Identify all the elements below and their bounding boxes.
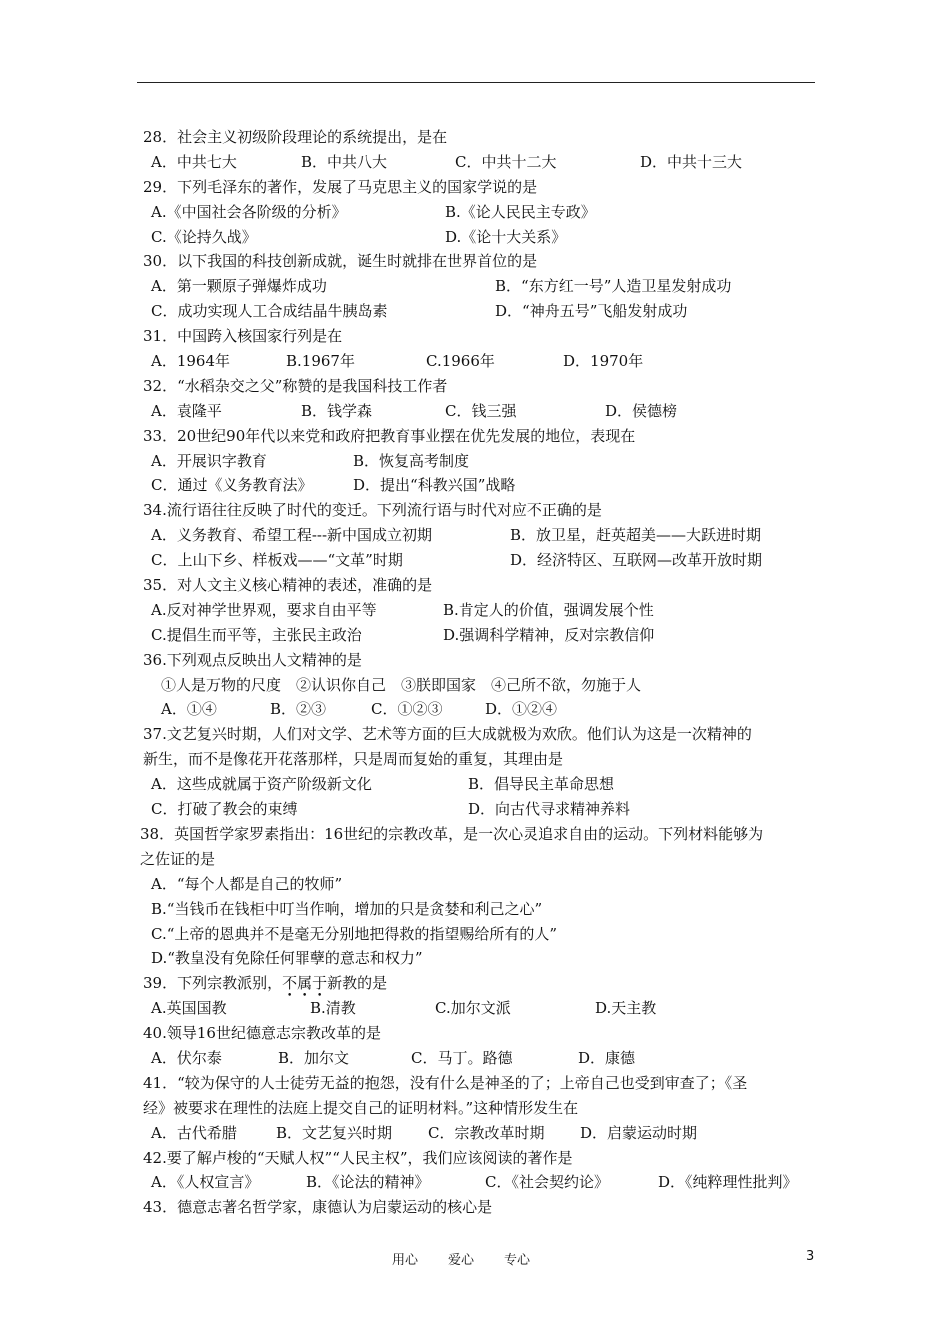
- question-32-options: [143, 399, 818, 424]
- question-38-stem-line2: 之佐证的是: [140, 849, 216, 868]
- question-29-stem: 29．下列毛泽东的著作，发展了马克思主义的国家学说的是: [143, 177, 538, 196]
- page-number: 3: [806, 1249, 815, 1264]
- option-a: A．袁隆平: [151, 401, 222, 420]
- question-36-stem: 36.下列观点反映出人文精神的是: [143, 650, 362, 669]
- question-38-option-d: D.“教皇没有免除任何罪孽的意志和权力”: [151, 949, 423, 968]
- question-30-options-row1: [143, 274, 818, 299]
- question-34-options-row1: [143, 523, 818, 548]
- option-c: C．宗教改革时期: [428, 1123, 545, 1142]
- option-c: C．马丁。路德: [411, 1048, 513, 1067]
- option-d: D．经济特区、互联网—改革开放时期: [510, 551, 763, 570]
- option-d: D.强调科学精神，反对宗教信仰: [443, 625, 655, 644]
- option-b: B．恢复高考制度: [353, 451, 470, 470]
- question-29-options-row1: [143, 200, 818, 225]
- option-c: C．打破了教会的束缚: [151, 800, 298, 819]
- question-38-stem-line1: 38．英国哲学家罗素指出：16世纪的宗教改革，是一次心灵追求自由的运动。下列材料能够为: [140, 824, 764, 843]
- footer-motto: [392, 1249, 560, 1268]
- option-b: B．放卫星，赶英超美——大跃进时期: [510, 526, 762, 545]
- option-c: C．①②③: [371, 700, 443, 719]
- option-d: D．向古代寻求精神养料: [468, 800, 631, 819]
- question-29-options-row2: [143, 225, 818, 250]
- question-38-option-b: B.“当钱币在钱柜中叮当作响，增加的只是贪婪和利己之心”: [151, 899, 543, 918]
- option-a: A．1964年: [151, 352, 231, 371]
- option-a: A．古代希腊: [151, 1123, 237, 1142]
- question-30-options-row2: [143, 299, 818, 324]
- question-40-options: [143, 1046, 818, 1071]
- question-37-options-row2: [143, 797, 818, 822]
- question-43-stem: 43．德意志著名哲学家，康德认为启蒙运动的核心是: [143, 1198, 493, 1217]
- footer-motto-1: 用心: [392, 1253, 419, 1268]
- footer-motto-3: 专心: [504, 1253, 531, 1268]
- question-33-stem: 33．20世纪90年代以来党和政府把教育事业摆在优先发展的地位，表现在: [143, 426, 636, 445]
- emphasis-char: 不: [282, 974, 298, 993]
- option-c: C．上山下乡、样板戏——“文革”时期: [151, 551, 403, 570]
- question-42-options: [143, 1170, 818, 1195]
- option-a: A．这些成就属于资产阶级新文化: [151, 775, 372, 794]
- question-38-option-a: A．“每个人都是自己的牧师”: [151, 874, 343, 893]
- option-c: C．钱三强: [445, 401, 517, 420]
- option-d: D.天主教: [595, 999, 657, 1018]
- option-a: A．伏尔泰: [151, 1048, 222, 1067]
- option-a: A．义务教育、希望工程---新中国成立初期: [151, 526, 433, 545]
- question-33-options-row1: [143, 449, 818, 474]
- question-31-stem: 31．中国跨入核国家行列是在: [143, 327, 343, 346]
- question-36-options: [143, 697, 818, 722]
- question-41-stem-line1: 41．“较为保守的人士徒劳无益的抱怨，没有什么是神圣的了；上帝自己也受到审查了；《圣: [143, 1073, 748, 1092]
- option-c: C.提倡生而平等，主张民主政治: [151, 625, 362, 644]
- option-a: A．开展识字教育: [151, 451, 267, 470]
- header-rule: [137, 82, 815, 83]
- option-d: D．提出“科教兴国”战略: [353, 476, 516, 495]
- option-d: D．康德: [578, 1048, 636, 1067]
- question-35-options-row2: [143, 623, 818, 648]
- question-28-stem: 28．社会主义初级阶段理论的系统提出，是在: [143, 128, 448, 146]
- question-36-items: ①人是万物的尺度 ②认识你自己 ③朕即国家 ④己所不欲，勿施于人: [161, 675, 642, 694]
- question-41-options: [143, 1121, 818, 1146]
- option-a: A．第一颗原子弹爆炸成功: [151, 277, 327, 296]
- option-a: A.《中国社会各阶级的分析》: [151, 202, 347, 221]
- option-d: D．《纯粹理性批判》: [658, 1173, 798, 1192]
- option-b: B．中共八大: [301, 152, 388, 171]
- question-40-stem: 40.领导16世纪德意志宗教改革的是: [143, 1024, 381, 1043]
- question-32-stem: 32．“水稻杂交之父”称赞的是我国科技工作者: [143, 376, 448, 395]
- option-d: D．中共十三大: [640, 152, 743, 171]
- question-33-options-row2: [143, 473, 818, 498]
- question-31-options: [143, 349, 818, 374]
- question-34-stem: 34.流行语往往反映了时代的变迁。下列流行语与时代对应不正确的是: [143, 501, 602, 520]
- option-d: D．1970年: [563, 352, 644, 371]
- option-a: A.反对神学世界观，要求自由平等: [151, 600, 377, 619]
- question-39-stem: [143, 971, 818, 996]
- option-d: D．“神舟五号”飞船发射成功: [495, 302, 688, 321]
- option-b: B．钱学森: [301, 401, 373, 420]
- question-41-stem-line2: 经》被要求在理性的法庭上提交自己的证明材料。”这种情形发生在: [143, 1098, 579, 1117]
- question-39-stem-pre: 39．下列宗教派别，: [143, 974, 283, 993]
- option-d: D．启蒙运动时期: [580, 1123, 698, 1142]
- option-d: D.《论十大关系》: [445, 227, 567, 246]
- option-b: B.1967年: [286, 352, 355, 371]
- option-b: B.《论人民民主专政》: [445, 202, 596, 221]
- footer-motto-2: 爱心: [448, 1253, 475, 1268]
- question-37-stem-line1: 37.文艺复兴时期，人们对文学、艺术等方面的巨大成就极为欢欣。他们认为这是一次精神的: [143, 725, 752, 744]
- option-c: C．通过《义务教育法》: [151, 476, 313, 495]
- option-c: C.1966年: [426, 352, 495, 371]
- option-a: A.英国国教: [151, 999, 227, 1018]
- question-42-stem: 42.要了解卢梭的“天赋人权”“人民主权”，我们应该阅读的著作是: [143, 1148, 573, 1167]
- question-37-options-row1: [143, 772, 818, 797]
- option-a: A．①④: [161, 700, 217, 719]
- question-34-options-row2: [143, 548, 818, 573]
- option-b: B．文艺复兴时期: [276, 1123, 393, 1142]
- option-b: B．倡导民主革命思想: [468, 775, 615, 794]
- option-c: C．《社会契约论》: [485, 1173, 609, 1192]
- option-c: C．成功实现人工合成结晶牛胰岛素: [151, 302, 388, 321]
- question-35-stem: 35．对人文主义核心精神的表述，准确的是: [143, 576, 433, 595]
- option-a: A．《人权宣言》: [151, 1173, 260, 1192]
- question-35-options-row1: [143, 598, 818, 623]
- option-b: B．“东方红一号”人造卫星发射成功: [495, 277, 732, 296]
- question-30-stem: 30．以下我国的科技创新成就，诞生时就排在世界首位的是: [143, 252, 538, 271]
- option-d: D．侯德榜: [605, 401, 678, 420]
- option-b: B.肯定人的价值，强调发展个性: [443, 600, 654, 619]
- question-39-options: [143, 996, 818, 1021]
- question-39-stem-post: 新教的是: [327, 974, 388, 993]
- option-d: D．①②④: [485, 700, 558, 719]
- question-28-options: [143, 150, 818, 175]
- option-c: C.《论持久战》: [151, 227, 257, 246]
- option-b: B．《论法的精神》: [306, 1173, 430, 1192]
- option-c: C.加尔文派: [435, 999, 511, 1018]
- option-b: B．加尔文: [278, 1048, 350, 1067]
- option-b: B.清教: [310, 999, 356, 1018]
- question-38-option-c: C.“上帝的恩典并不是毫无分别地把得救的指望赐给所有的人”: [151, 924, 558, 943]
- option-a: A．中共七大: [151, 152, 237, 171]
- option-b: B．②③: [270, 700, 327, 719]
- option-c: C．中共十二大: [455, 152, 557, 171]
- question-37-stem-line2: 新生，而不是像花开花落那样，只是周而复始的重复，其理由是: [143, 750, 564, 769]
- emphasis-char: 于: [312, 974, 328, 993]
- exam-page: [140, 125, 818, 1220]
- emphasis-char: 属: [297, 974, 313, 993]
